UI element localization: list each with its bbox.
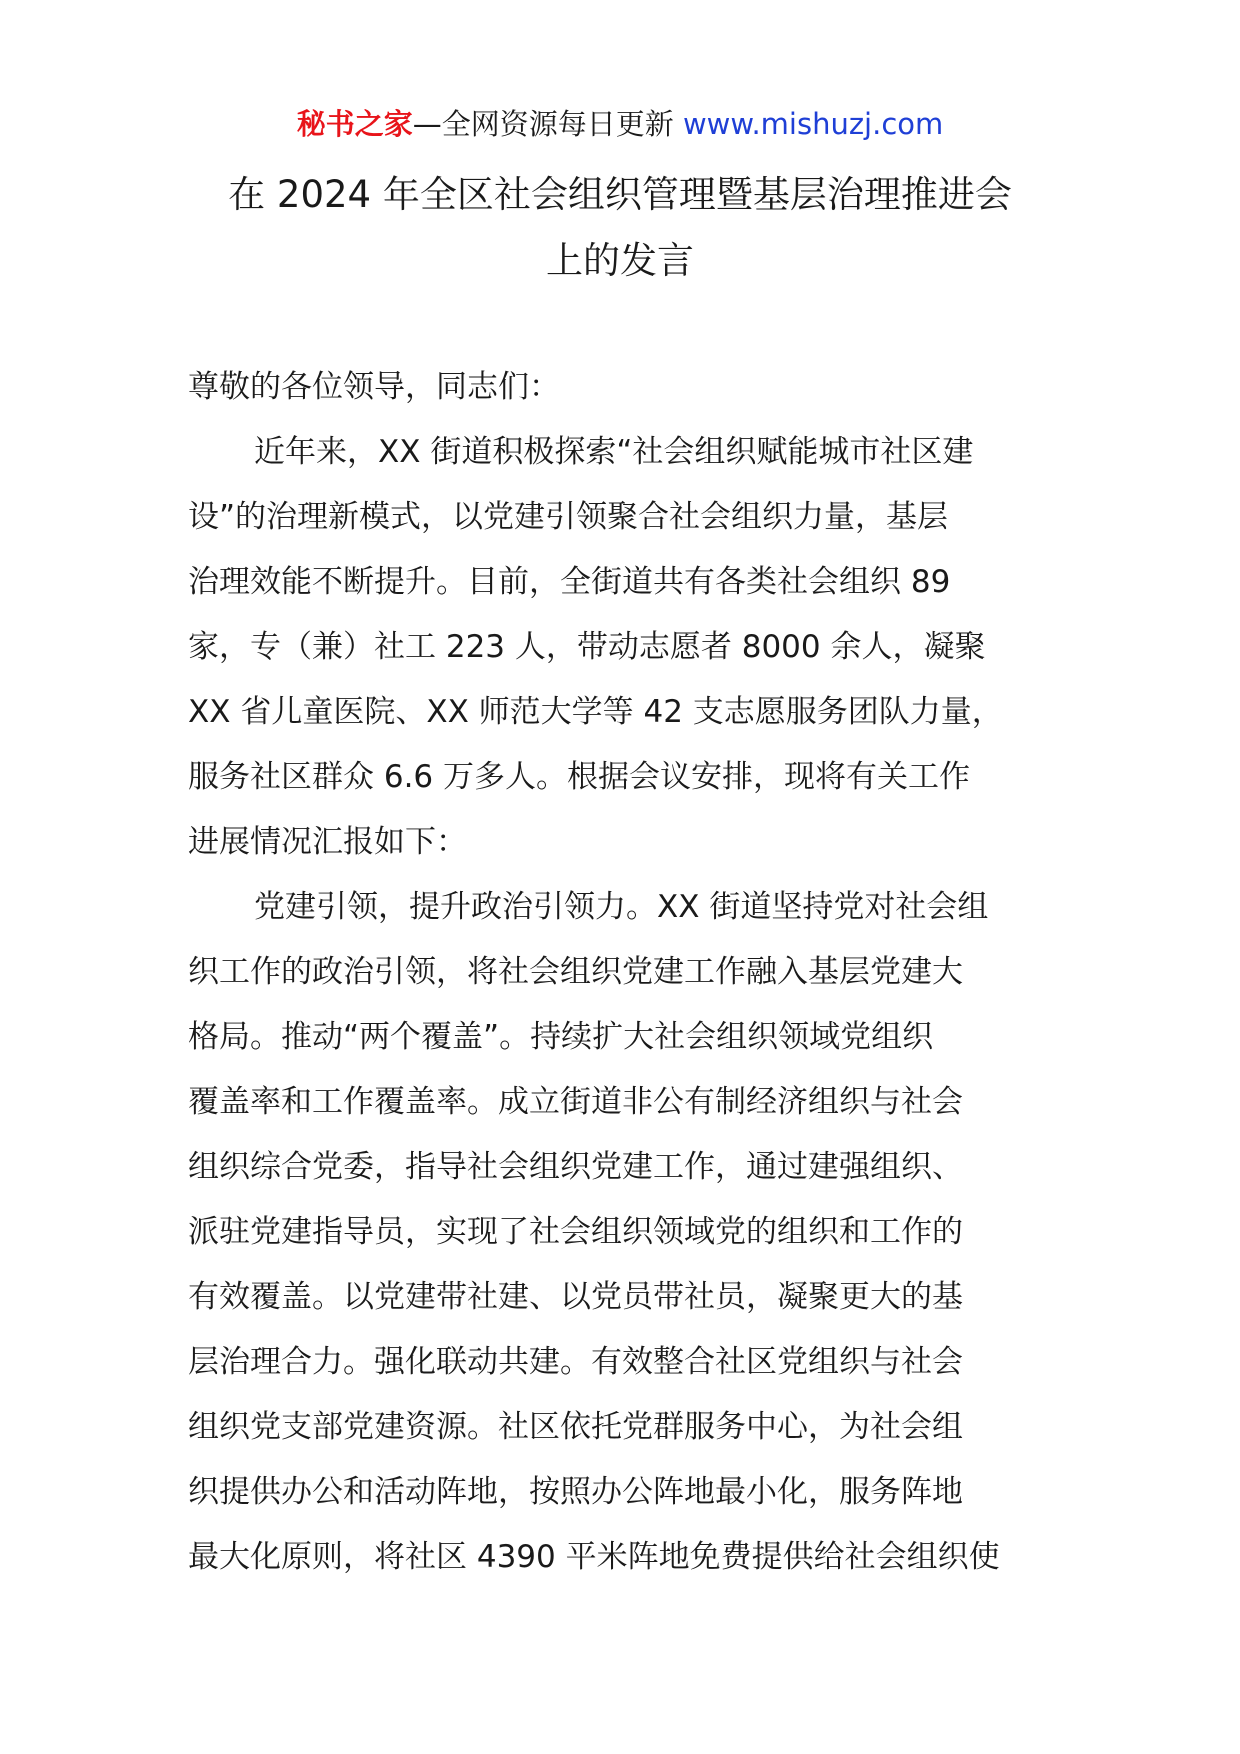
- paragraph-2-line: 织提供办公和活动阵地，按照办公阵地最小化，服务阵地: [188, 1474, 963, 1510]
- document-body: [188, 355, 1060, 1590]
- title-line-2: 上的发言: [546, 239, 694, 282]
- paragraph-1-line: 设”的治理新模式，以党建引领聚合社会组织力量，基层: [188, 499, 949, 535]
- paragraph-2-line: 派驻党建指导员，实现了社会组织领域党的组织和工作的: [188, 1214, 963, 1250]
- site-url-link[interactable]: www.mishuzj.com: [682, 107, 944, 141]
- paragraph-1-line: XX 省儿童医院、XX 师范大学等 42 支志愿服务团队力量，: [188, 694, 1003, 730]
- paragraph-1-line: 进展情况汇报如下：: [188, 824, 467, 860]
- site-banner: [0, 104, 1240, 144]
- banner-tagline: —全网资源每日更新: [412, 107, 674, 141]
- paragraph-1-line: 近年来，XX 街道积极探索“社会组织赋能城市社区建: [254, 434, 974, 470]
- paragraph-2-line: 层治理合力。强化联动共建。有效整合社区党组织与社会: [188, 1344, 963, 1380]
- paragraph-2-line: 最大化原则，将社区 4390 平米阵地免费提供给社会组织使: [188, 1539, 1000, 1575]
- paragraph-2-line: 覆盖率和工作覆盖率。成立街道非公有制经济组织与社会: [188, 1084, 963, 1120]
- paragraph-2-line: 组织党支部党建资源。社区依托党群服务中心，为社会组: [188, 1409, 963, 1445]
- paragraph-2-line: 织工作的政治引领，将社会组织党建工作融入基层党建大: [188, 954, 963, 990]
- paragraph-2-line: 格局。推动“两个覆盖”。持续扩大社会组织领域党组织: [188, 1019, 934, 1055]
- paragraph-1-line: 服务社区群众 6.6 万多人。根据会议安排，现将有关工作: [188, 759, 971, 795]
- paragraph-2-line: 组织综合党委，指导社会组织党建工作，通过建强组织、: [188, 1149, 963, 1185]
- document-title: [150, 162, 1090, 294]
- paragraph-2-line: 党建引领，提升政治引领力。XX 街道坚持党对社会组: [254, 889, 989, 925]
- title-line-1: 在 2024 年全区社会组织管理暨基层治理推进会: [228, 173, 1012, 216]
- salutation: 尊敬的各位领导，同志们：: [188, 369, 560, 405]
- paragraph-1-line: 家，专（兼）社工 223 人，带动志愿者 8000 余人，凝聚: [188, 629, 986, 665]
- brand-name: 秘书之家: [296, 107, 413, 141]
- paragraph-1-line: 治理效能不断提升。目前，全街道共有各类社会组织 89: [188, 564, 951, 600]
- paragraph-2-line: 有效覆盖。以党建带社建、以党员带社员，凝聚更大的基: [188, 1279, 963, 1315]
